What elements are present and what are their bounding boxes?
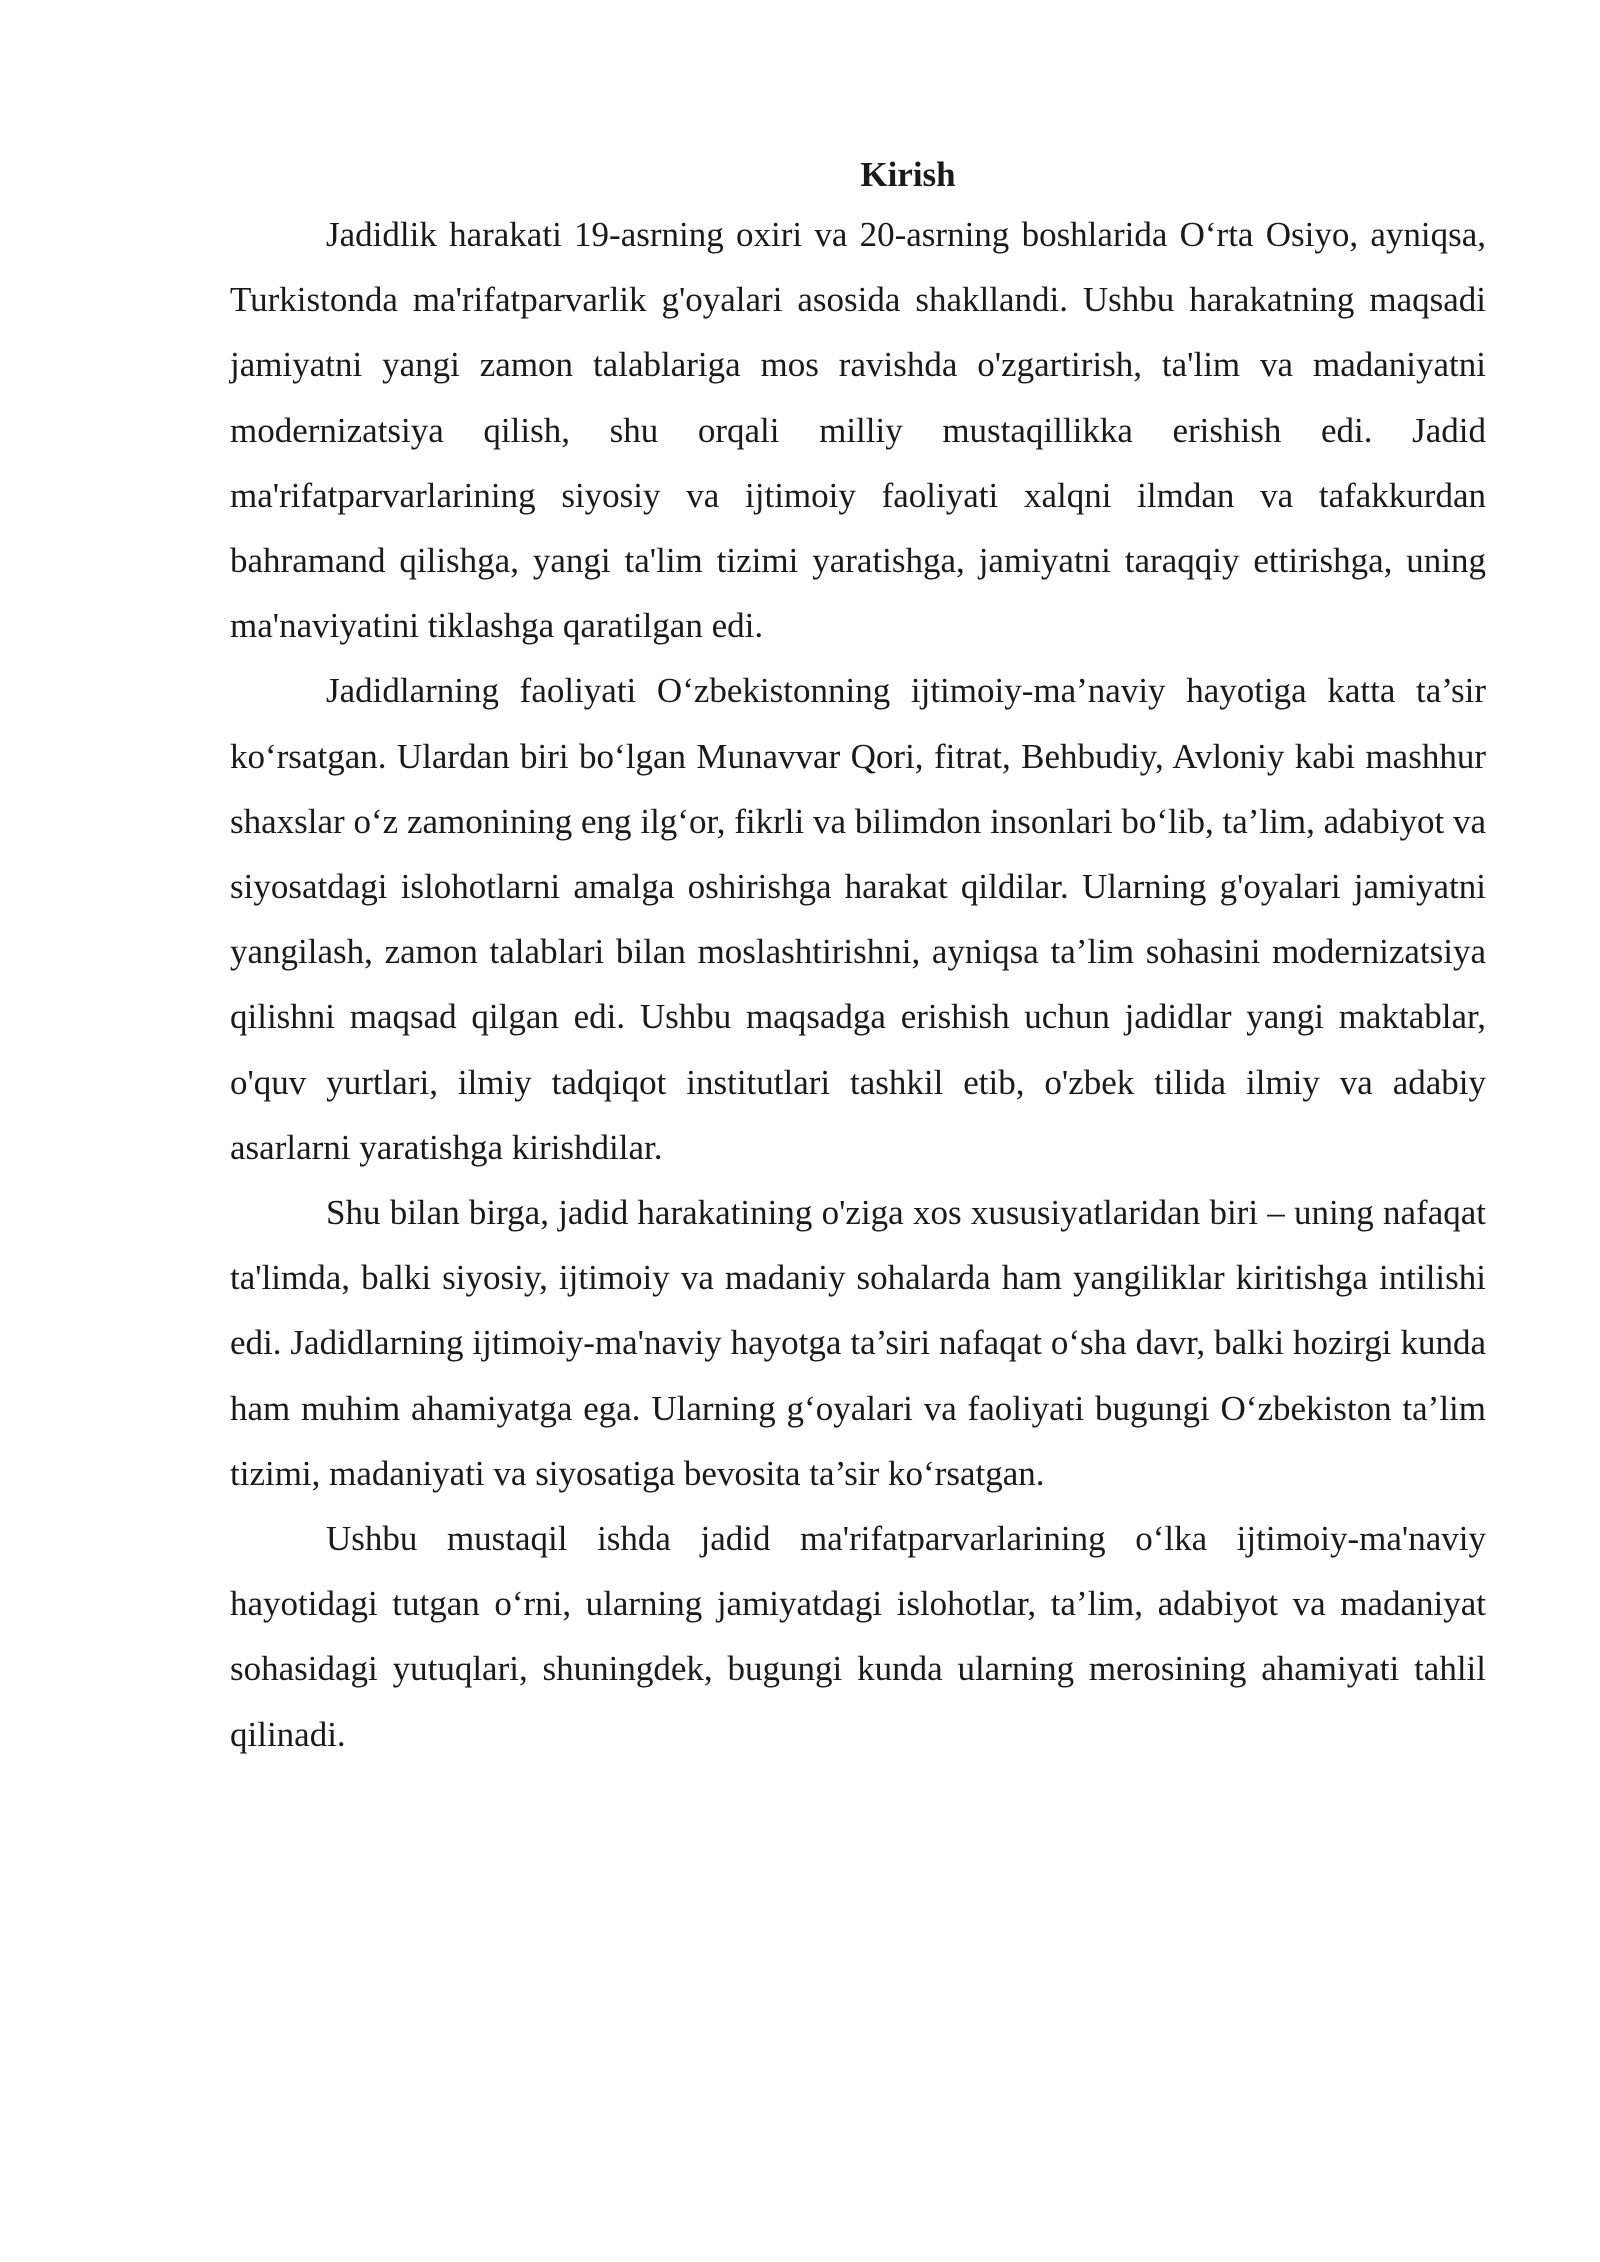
document-body (230, 148, 1486, 1767)
paragraph-4: Ushbu mustaqil ishda jadid ma'rifatparvarlarining o‘lka ijtimoiy-ma'naviy hayotidagi tutgan o‘rni, ularning jamiyatdagi islohotlar, ta’lim, adabiyot va madaniyat sohasidagi yutuqlari, shuningdek, bugungi kunda ularning merosining ahamiyati tahlil qilinadi. (230, 1519, 1486, 1754)
paragraph-3: Shu bilan birga, jadid harakatining o'ziga xos xususiyatlaridan biri – uning nafaqat ta'limda, balki siyosiy, ijtimoiy va madaniy sohalarda ham yangiliklar kiritishga intilishi edi. Jadidlarning ijtimoiy-ma'naviy hayotga ta’siri nafaqat o‘sha davr, balki hozirgi kunda ham muhim ahamiyatga ega. Ularning g‘oyalari va faoliyati bugungi O‘zbekiston ta’lim tizimi, madaniyati va siyosatiga bevosita ta’sir ko‘rsatgan. (230, 1193, 1486, 1493)
page-title: Kirish (860, 155, 956, 194)
paragraph-2: Jadidlarning faoliyati O‘zbekistonning ijtimoiy-ma’naviy hayotiga katta ta’sir ko‘rsatgan. Ulardan biri bo‘lgan Munavvar Qori, fitrat, Behbudiy, Avloniy kabi mashhur shaxslar o‘z zamonining eng ilg‘or, fikrli va bilimdon insonlari bo‘lib, ta’lim, adabiyot va siyosatdagi islohotlarni amalga oshirishga harakat qildilar. Ularning g'oyalari jamiyatni yangilash, zamon talablari bilan moslashtirishni, ayniqsa ta’lim sohasini modernizatsiya qilishni maqsad qilgan edi. Ushbu maqsadga erishish uchun jadidlar yangi maktablar, o'quv yurtlari, ilmiy tadqiqot institutlari tashkil etib, o'zbek tilida ilmiy va adabiy asarlarni yaratishga kirishdilar. (230, 671, 1486, 1167)
paragraph-1: Jadidlik harakati 19-asrning oxiri va 20-asrning boshlarida O‘rta Osiyo, ayniqsa, Turkistonda ma'rifatparvarlik g'oyalari asosida shakllandi. Ushbu harakatning maqsadi jamiyatni yangi zamon talablariga mos ravishda o'zgartirish, ta'lim va madaniyatni modernizatsiya qilish, shu orqali milliy mustaqillikka erishish edi. Jadid ma'rifatparvarlarining siyosiy va ijtimoiy faoliyati xalqni ilmdan va tafakkurdan bahramand qilishga, yangi ta'lim tizimi yaratishga, jamiyatni taraqqiy ettirishga, uning ma'naviyatini tiklashga qaratilgan edi. (230, 215, 1486, 646)
